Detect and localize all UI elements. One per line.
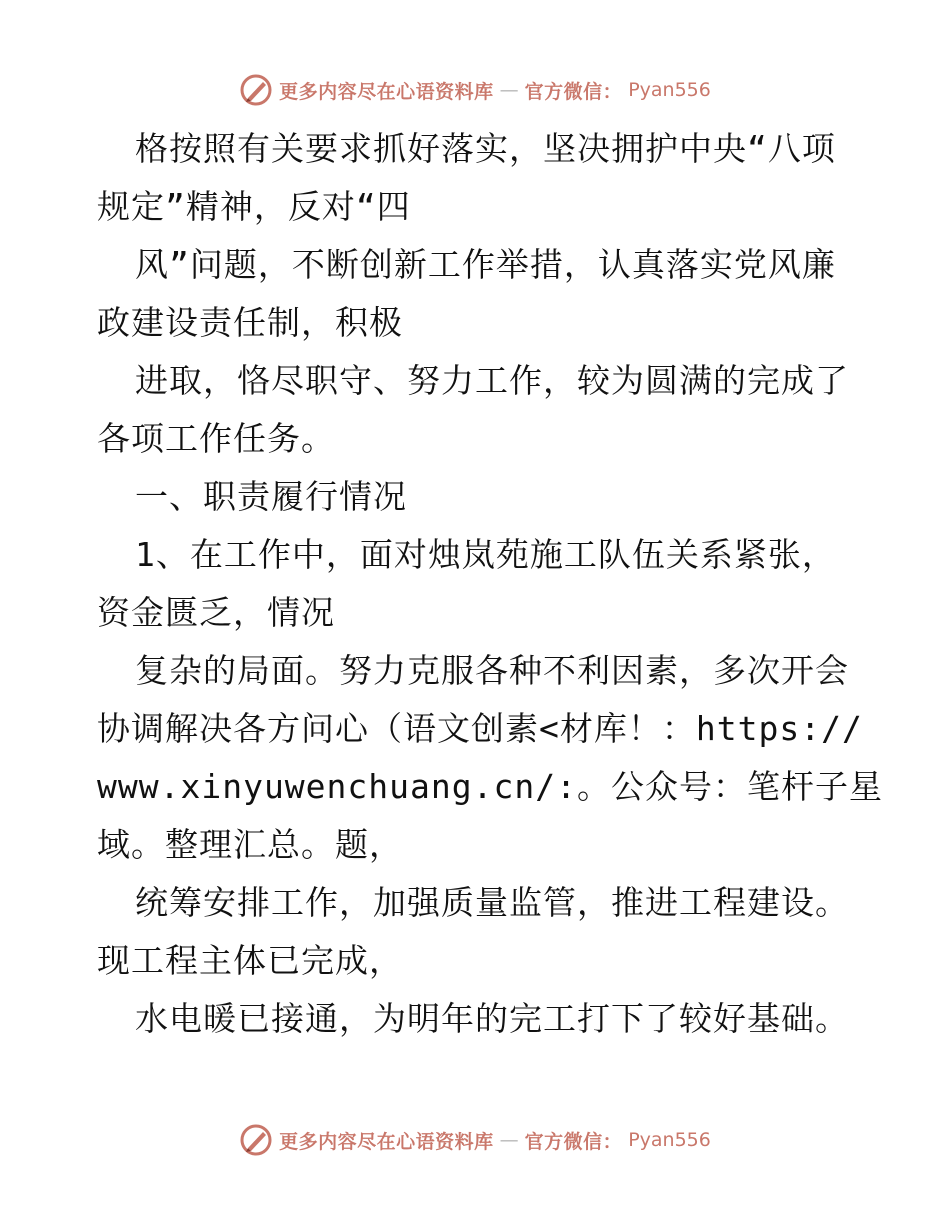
- footer-account: Pyan556: [628, 1129, 711, 1151]
- footer-official-label: 官方微信：: [524, 1130, 623, 1153]
- header-account: Pyan556: [628, 79, 711, 101]
- paragraph-line: 1、在工作中，面对烛岚苑施工队伍关系紧张，: [135, 535, 836, 574]
- footer-watermark-banner: [0, 1120, 950, 1160]
- header-banner-content: [239, 73, 711, 107]
- paragraph-line: www.xinyuwenchuang.cn/:。公众号：笔杆子星: [97, 767, 883, 806]
- header-official-label: 官方微信：: [524, 80, 623, 103]
- header-separator: —: [499, 79, 519, 101]
- paragraph-line: 政建设责任制，积极: [97, 303, 403, 342]
- paragraph-line: 协调解决各方问心（语文创素<材库！：https://: [97, 709, 863, 748]
- paragraph-line: 域。整理汇总。题，: [97, 825, 403, 864]
- footer-banner-content: [239, 1123, 711, 1157]
- paragraph-line: 风”问题，不断创新工作举措，认真落实党风廉: [135, 245, 836, 284]
- paragraph-line: 规定”精神，反对“四: [97, 187, 411, 226]
- paragraph-line: 现工程主体已完成，: [97, 941, 403, 980]
- paragraph-line: 复杂的局面。努力克服各种不利因素，多次开会: [135, 651, 849, 690]
- quill-pen-logo-icon: [239, 1123, 273, 1157]
- footer-brand-text: 更多内容尽在心语资料库: [279, 1130, 494, 1153]
- paragraph-line: 进取，恪尽职守、努力工作，较为圆满的完成了: [135, 361, 849, 400]
- footer-separator: —: [499, 1129, 519, 1151]
- quill-pen-logo-icon: [239, 73, 273, 107]
- document-body: [97, 120, 883, 1048]
- header-watermark-banner: [0, 70, 950, 110]
- paragraph-line: 水电暖已接通，为明年的完工打下了较好基础。: [135, 999, 849, 1038]
- paragraph-line: 统筹安排工作，加强质量监管，推进工程建设。: [135, 883, 849, 922]
- section-heading: 一、职责履行情况: [135, 477, 407, 516]
- paragraph-line: 格按照有关要求抓好落实，坚决拥护中央“八项: [135, 129, 836, 168]
- header-brand-text: 更多内容尽在心语资料库: [279, 80, 494, 103]
- paragraph-line: 各项工作任务。: [97, 419, 335, 458]
- paragraph-line: 资金匮乏，情况: [97, 593, 335, 632]
